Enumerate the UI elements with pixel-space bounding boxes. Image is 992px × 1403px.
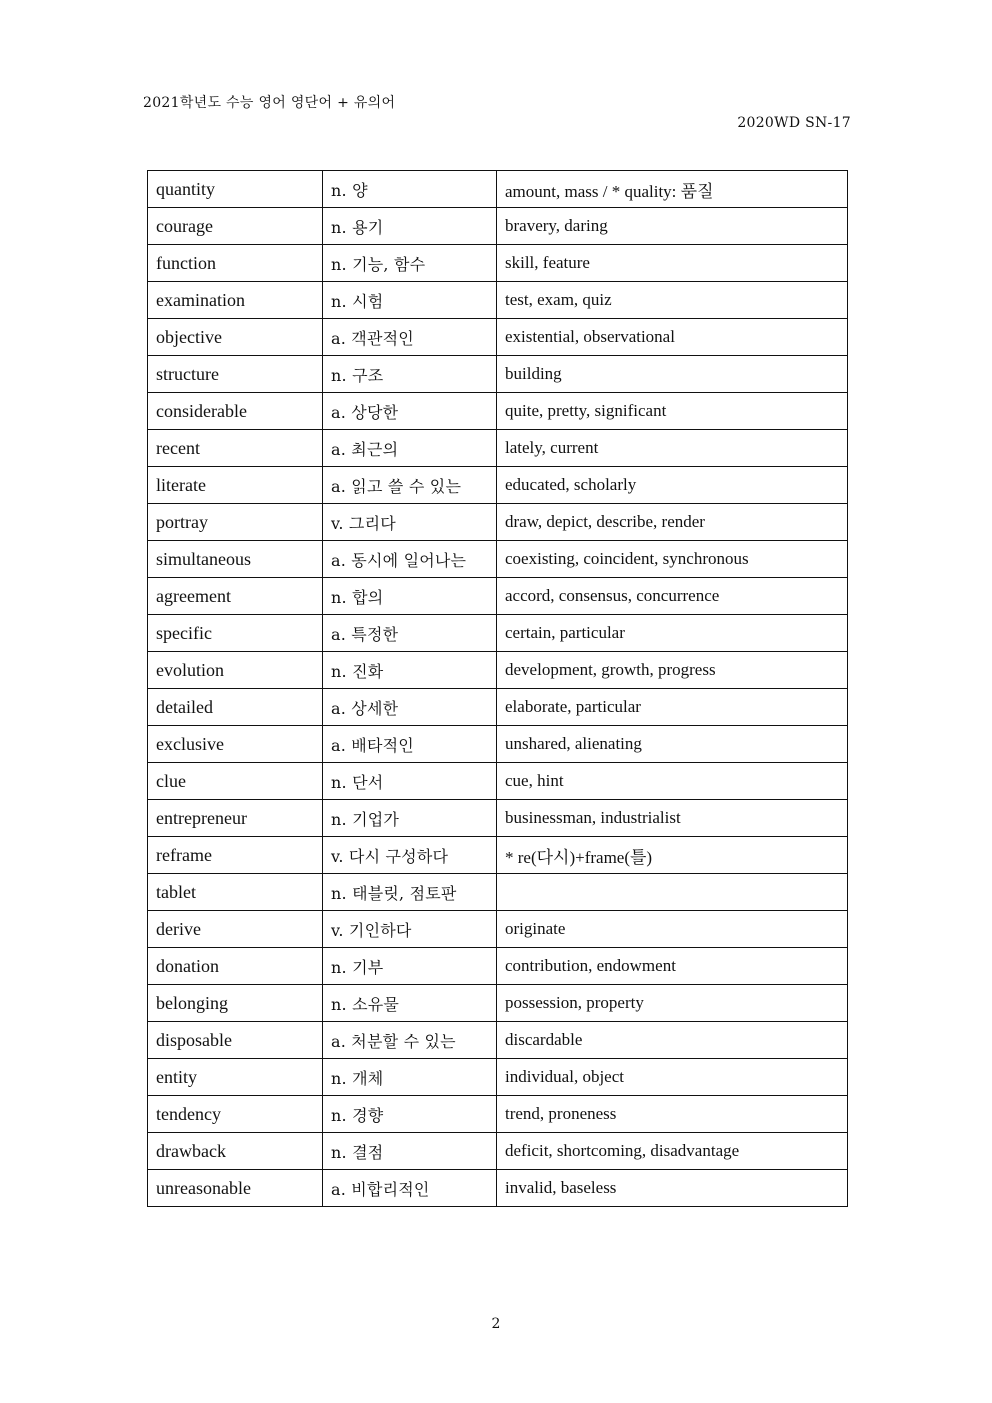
- table-row: [148, 1133, 848, 1170]
- meaning-cell: n. 단서: [323, 763, 497, 800]
- meaning-cell: a. 상당한: [323, 393, 497, 430]
- document-code: 2020WD SN-17: [737, 115, 851, 131]
- table-row: [148, 726, 848, 763]
- table-row: [148, 208, 848, 245]
- meaning-cell: n. 시험: [323, 282, 497, 319]
- synonyms-cell: elaborate, particular: [497, 689, 848, 726]
- synonyms-cell: building: [497, 356, 848, 393]
- word-cell: drawback: [148, 1133, 323, 1170]
- table-row: [148, 1059, 848, 1096]
- meaning-cell: n. 태블릿, 점토판: [323, 874, 497, 911]
- synonyms-cell: individual, object: [497, 1059, 848, 1096]
- synonyms-cell: deficit, shortcoming, disadvantage: [497, 1133, 848, 1170]
- word-cell: belonging: [148, 985, 323, 1022]
- table-row: [148, 874, 848, 911]
- word-cell: clue: [148, 763, 323, 800]
- word-cell: reframe: [148, 837, 323, 874]
- table-row: [148, 911, 848, 948]
- synonyms-cell: trend, proneness: [497, 1096, 848, 1133]
- table-row: [148, 1170, 848, 1207]
- table-row: [148, 282, 848, 319]
- synonyms-cell: certain, particular: [497, 615, 848, 652]
- meaning-cell: n. 소유물: [323, 985, 497, 1022]
- table-row: [148, 837, 848, 874]
- meaning-cell: n. 기능, 함수: [323, 245, 497, 282]
- document-title: 2021학년도 수능 영어 영단어 + 유의어: [143, 95, 396, 111]
- table-row: [148, 356, 848, 393]
- word-cell: disposable: [148, 1022, 323, 1059]
- table-row: [148, 245, 848, 282]
- word-cell: objective: [148, 319, 323, 356]
- meaning-cell: n. 구조: [323, 356, 497, 393]
- synonyms-cell: skill, feature: [497, 245, 848, 282]
- word-cell: courage: [148, 208, 323, 245]
- table-row: [148, 504, 848, 541]
- meaning-cell: n. 양: [323, 171, 497, 208]
- synonyms-cell: development, growth, progress: [497, 652, 848, 689]
- word-cell: donation: [148, 948, 323, 985]
- table-row: [148, 800, 848, 837]
- meaning-cell: v. 다시 구성하다: [323, 837, 497, 874]
- meaning-cell: n. 용기: [323, 208, 497, 245]
- word-cell: portray: [148, 504, 323, 541]
- word-cell: specific: [148, 615, 323, 652]
- meaning-cell: n. 합의: [323, 578, 497, 615]
- meaning-cell: n. 기부: [323, 948, 497, 985]
- meaning-cell: n. 경향: [323, 1096, 497, 1133]
- meaning-cell: a. 최근의: [323, 430, 497, 467]
- synonyms-cell: contribution, endowment: [497, 948, 848, 985]
- table-row: [148, 1096, 848, 1133]
- table-row: [148, 578, 848, 615]
- table-row: [148, 541, 848, 578]
- table-row: [148, 171, 848, 208]
- word-cell: considerable: [148, 393, 323, 430]
- meaning-cell: v. 그리다: [323, 504, 497, 541]
- synonyms-cell: originate: [497, 911, 848, 948]
- meaning-cell: a. 객관적인: [323, 319, 497, 356]
- table-row: [148, 689, 848, 726]
- vocabulary-table: [147, 170, 848, 1207]
- meaning-cell: a. 비합리적인: [323, 1170, 497, 1207]
- meaning-cell: a. 특정한: [323, 615, 497, 652]
- meaning-cell: a. 상세한: [323, 689, 497, 726]
- word-cell: quantity: [148, 171, 323, 208]
- synonyms-cell: quite, pretty, significant: [497, 393, 848, 430]
- word-cell: derive: [148, 911, 323, 948]
- word-cell: entity: [148, 1059, 323, 1096]
- word-cell: evolution: [148, 652, 323, 689]
- synonyms-cell: amount, mass / * quality: 품질: [497, 171, 848, 208]
- synonyms-cell: draw, depict, describe, render: [497, 504, 848, 541]
- word-cell: tendency: [148, 1096, 323, 1133]
- word-cell: unreasonable: [148, 1170, 323, 1207]
- word-cell: examination: [148, 282, 323, 319]
- word-cell: detailed: [148, 689, 323, 726]
- word-cell: entrepreneur: [148, 800, 323, 837]
- table-row: [148, 652, 848, 689]
- meaning-cell: a. 배타적인: [323, 726, 497, 763]
- synonyms-cell: lately, current: [497, 430, 848, 467]
- meaning-cell: n. 개체: [323, 1059, 497, 1096]
- synonyms-cell: [497, 874, 848, 911]
- synonyms-cell: unshared, alienating: [497, 726, 848, 763]
- word-cell: tablet: [148, 874, 323, 911]
- table-row: [148, 763, 848, 800]
- word-cell: simultaneous: [148, 541, 323, 578]
- word-cell: agreement: [148, 578, 323, 615]
- synonyms-cell: coexisting, coincident, synchronous: [497, 541, 848, 578]
- meaning-cell: a. 처분할 수 있는: [323, 1022, 497, 1059]
- meaning-cell: n. 진화: [323, 652, 497, 689]
- synonyms-cell: businessman, industrialist: [497, 800, 848, 837]
- table-row: [148, 1022, 848, 1059]
- synonyms-cell: * re(다시)+frame(틀): [497, 837, 848, 874]
- synonyms-cell: cue, hint: [497, 763, 848, 800]
- meaning-cell: a. 동시에 일어나는: [323, 541, 497, 578]
- synonyms-cell: existential, observational: [497, 319, 848, 356]
- synonyms-cell: invalid, baseless: [497, 1170, 848, 1207]
- meaning-cell: a. 읽고 쓸 수 있는: [323, 467, 497, 504]
- meaning-cell: v. 기인하다: [323, 911, 497, 948]
- synonyms-cell: accord, consensus, concurrence: [497, 578, 848, 615]
- word-cell: structure: [148, 356, 323, 393]
- table-row: [148, 430, 848, 467]
- synonyms-cell: possession, property: [497, 985, 848, 1022]
- word-cell: recent: [148, 430, 323, 467]
- word-cell: exclusive: [148, 726, 323, 763]
- page-number: 2: [491, 1316, 501, 1332]
- table-row: [148, 615, 848, 652]
- synonyms-cell: test, exam, quiz: [497, 282, 848, 319]
- synonyms-cell: bravery, daring: [497, 208, 848, 245]
- synonyms-cell: educated, scholarly: [497, 467, 848, 504]
- table-row: [148, 985, 848, 1022]
- table-row: [148, 948, 848, 985]
- vocabulary-table-body: [148, 171, 848, 1207]
- table-row: [148, 319, 848, 356]
- table-row: [148, 467, 848, 504]
- table-row: [148, 393, 848, 430]
- word-cell: literate: [148, 467, 323, 504]
- word-cell: function: [148, 245, 323, 282]
- meaning-cell: n. 결점: [323, 1133, 497, 1170]
- meaning-cell: n. 기업가: [323, 800, 497, 837]
- synonyms-cell: discardable: [497, 1022, 848, 1059]
